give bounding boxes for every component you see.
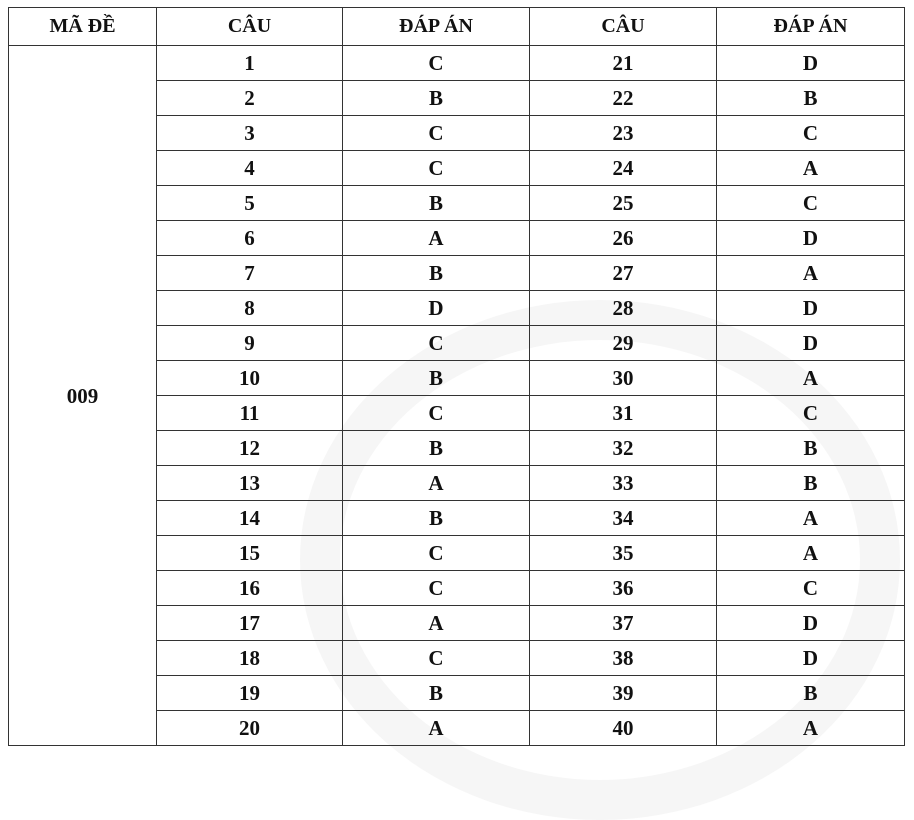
exam-code-cell: 009 [9, 46, 157, 746]
header-exam-code: MÃ ĐỀ [9, 8, 157, 46]
question-number-cell: 18 [157, 641, 343, 676]
question-number-cell: 13 [157, 466, 343, 501]
answer-cell: A [717, 501, 905, 536]
question-number-cell: 16 [157, 571, 343, 606]
question-number-cell: 24 [530, 151, 717, 186]
answer-cell: D [717, 641, 905, 676]
question-number-cell: 28 [530, 291, 717, 326]
question-number-cell: 1 [157, 46, 343, 81]
answer-cell: A [717, 151, 905, 186]
answer-cell: A [343, 466, 530, 501]
answer-cell: C [343, 151, 530, 186]
answer-cell: B [343, 431, 530, 466]
question-number-cell: 15 [157, 536, 343, 571]
answer-cell: B [343, 676, 530, 711]
header-question-1: CÂU [157, 8, 343, 46]
question-number-cell: 37 [530, 606, 717, 641]
question-number-cell: 3 [157, 116, 343, 151]
question-number-cell: 26 [530, 221, 717, 256]
question-number-cell: 7 [157, 256, 343, 291]
question-number-cell: 12 [157, 431, 343, 466]
answer-cell: A [717, 536, 905, 571]
answer-cell: C [717, 186, 905, 221]
question-number-cell: 19 [157, 676, 343, 711]
question-number-cell: 36 [530, 571, 717, 606]
question-number-cell: 34 [530, 501, 717, 536]
answer-cell: C [343, 46, 530, 81]
question-number-cell: 20 [157, 711, 343, 746]
header-row [9, 8, 905, 46]
question-number-cell: 33 [530, 466, 717, 501]
answer-cell: C [343, 396, 530, 431]
table-row [9, 46, 905, 81]
answer-cell: C [343, 536, 530, 571]
answer-cell: B [343, 256, 530, 291]
answer-cell: C [343, 326, 530, 361]
answer-cell: D [717, 291, 905, 326]
answer-cell: A [343, 606, 530, 641]
question-number-cell: 9 [157, 326, 343, 361]
answer-cell: B [717, 81, 905, 116]
question-number-cell: 35 [530, 536, 717, 571]
answer-cell: C [343, 571, 530, 606]
answer-cell: C [717, 396, 905, 431]
answer-cell: C [717, 116, 905, 151]
question-number-cell: 4 [157, 151, 343, 186]
question-number-cell: 17 [157, 606, 343, 641]
header-answer-1: ĐÁP ÁN [343, 8, 530, 46]
answer-cell: C [343, 641, 530, 676]
answer-key-table [8, 7, 905, 746]
question-number-cell: 32 [530, 431, 717, 466]
question-number-cell: 31 [530, 396, 717, 431]
answer-cell: C [717, 571, 905, 606]
answer-cell: D [717, 606, 905, 641]
question-number-cell: 8 [157, 291, 343, 326]
answer-cell: A [717, 256, 905, 291]
header-question-2: CÂU [530, 8, 717, 46]
answer-cell: D [343, 291, 530, 326]
header-answer-2: ĐÁP ÁN [717, 8, 905, 46]
question-number-cell: 25 [530, 186, 717, 221]
answer-cell: B [343, 361, 530, 396]
answer-cell: A [343, 221, 530, 256]
question-number-cell: 11 [157, 396, 343, 431]
question-number-cell: 39 [530, 676, 717, 711]
answer-cell: B [343, 501, 530, 536]
question-number-cell: 5 [157, 186, 343, 221]
question-number-cell: 27 [530, 256, 717, 291]
question-number-cell: 6 [157, 221, 343, 256]
question-number-cell: 2 [157, 81, 343, 116]
answer-cell: B [717, 676, 905, 711]
question-number-cell: 29 [530, 326, 717, 361]
answer-cell: B [343, 186, 530, 221]
question-number-cell: 10 [157, 361, 343, 396]
question-number-cell: 14 [157, 501, 343, 536]
answer-cell: B [717, 431, 905, 466]
answer-cell: C [343, 116, 530, 151]
question-number-cell: 40 [530, 711, 717, 746]
answer-cell: B [717, 466, 905, 501]
question-number-cell: 21 [530, 46, 717, 81]
question-number-cell: 30 [530, 361, 717, 396]
answer-cell: D [717, 46, 905, 81]
answer-cell: A [343, 711, 530, 746]
question-number-cell: 23 [530, 116, 717, 151]
answer-body [9, 46, 905, 746]
answer-cell: A [717, 711, 905, 746]
answer-cell: D [717, 326, 905, 361]
question-number-cell: 38 [530, 641, 717, 676]
answer-cell: B [343, 81, 530, 116]
answer-cell: A [717, 361, 905, 396]
answer-cell: D [717, 221, 905, 256]
question-number-cell: 22 [530, 81, 717, 116]
